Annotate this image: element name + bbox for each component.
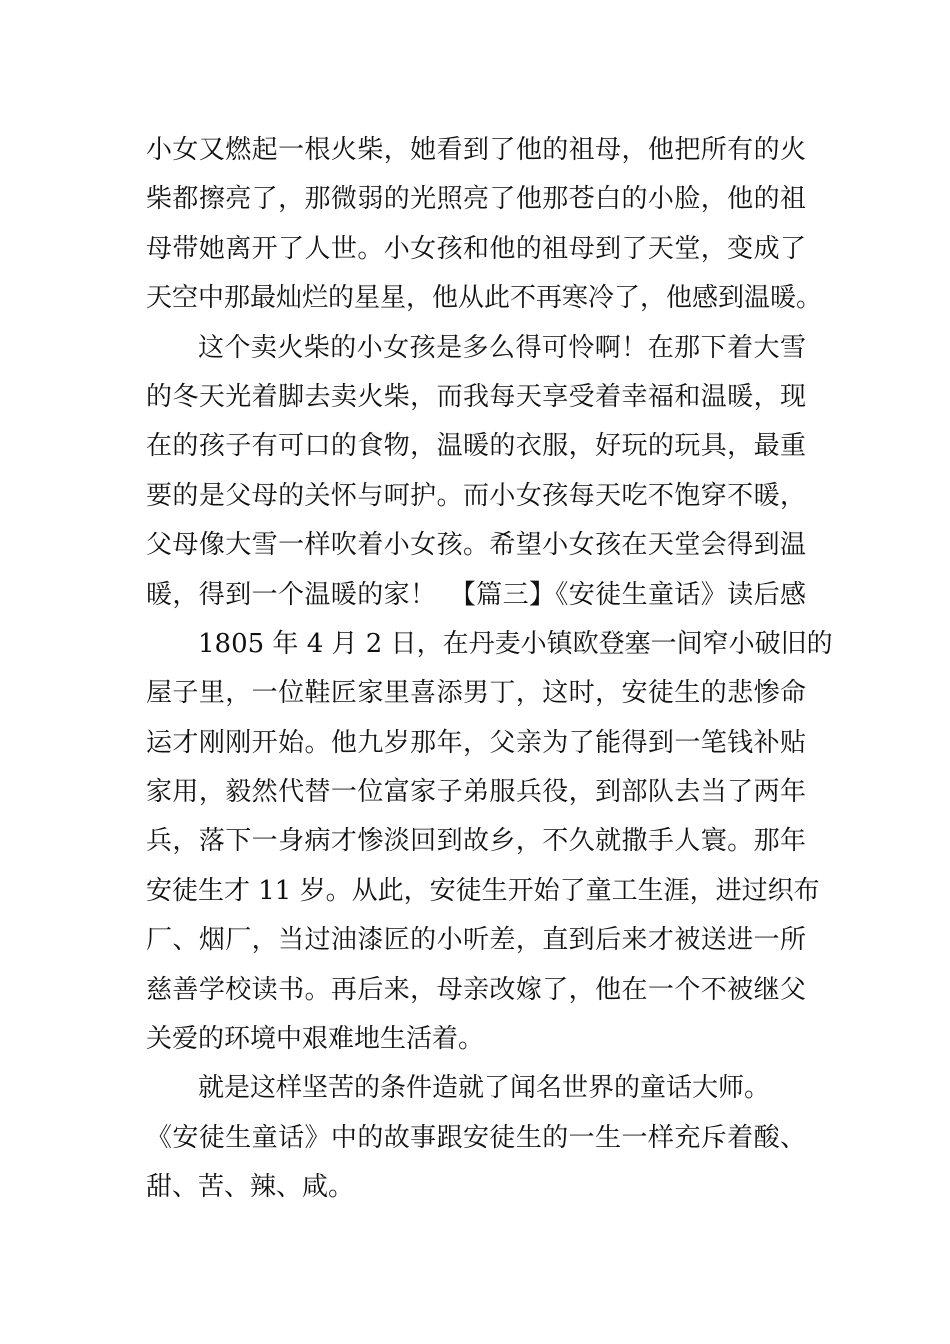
text-line: 要的是父母的关怀与呵护。而小女孩每天吃不饱穿不暖， — [146, 480, 806, 511]
text-line: 就是这样坚苦的条件造就了闻名世界的童话大师。 — [198, 1073, 771, 1104]
text-line: 1805 年 4 月 2 日，在丹麦小镇欧登塞一间窄小破旧的 — [198, 628, 833, 659]
text-line: 兵，落下一身病才惨淡回到故乡，不久就撒手人寰。那年 — [146, 826, 806, 857]
text-line: 慈善学校读书。再后来，母亲改嫁了，他在一个不被继父 — [146, 974, 806, 1005]
text-line: 的冬天光着脚去卖火柴，而我每天享受着幸福和温暖，现 — [146, 381, 806, 412]
text-line: 这个卖火柴的小女孩是多么得可怜啊！在那下着大雪 — [198, 332, 806, 363]
text-line: 屋子里，一位鞋匠家里喜添男丁，这时，安徒生的悲惨命 — [146, 678, 806, 709]
text-line: 家用，毅然代替一位富家子弟服兵役，到部队去当了两年 — [146, 777, 806, 808]
text-line: 柴都擦亮了，那微弱的光照亮了他那苍白的小脸，他的祖 — [146, 184, 806, 215]
text-line: 暖，得到一个温暖的家！ 【篇三】《安徒生童话》读后感 — [146, 579, 806, 610]
text-line: 甜、苦、辣、咸。 — [146, 1172, 355, 1203]
text-line: 父母像大雪一样吹着小女孩。希望小女孩在天堂会得到温 — [146, 530, 806, 561]
text-line: 母带她离开了人世。小女孩和他的祖母到了天堂，变成了 — [146, 233, 806, 264]
text-line: 在的孩子有可口的食物，温暖的衣服，好玩的玩具，最重 — [146, 431, 806, 462]
text-line: 小女又燃起一根火柴，她看到了他的祖母，他把所有的火 — [146, 135, 806, 165]
text-line: 运才刚刚开始。他九岁那年，父亲为了能得到一笔钱补贴 — [146, 727, 806, 758]
text-line: 天空中那最灿烂的星星，他从此不再寒冷了，他感到温暖。 — [146, 283, 823, 314]
text-line: 《安徒生童话》中的故事跟安徒生的一生一样充斥着酸、 — [146, 1122, 806, 1153]
body-text — [146, 126, 833, 1213]
text-line: 厂、烟厂，当过油漆匠的小听差，直到后来才被送进一所 — [146, 925, 806, 956]
text-line: 安徒生才 11 岁。从此，安徒生开始了童工生涯，进过织布 — [146, 875, 820, 906]
text-line: 关爱的环境中艰难地生活着。 — [146, 1024, 485, 1055]
